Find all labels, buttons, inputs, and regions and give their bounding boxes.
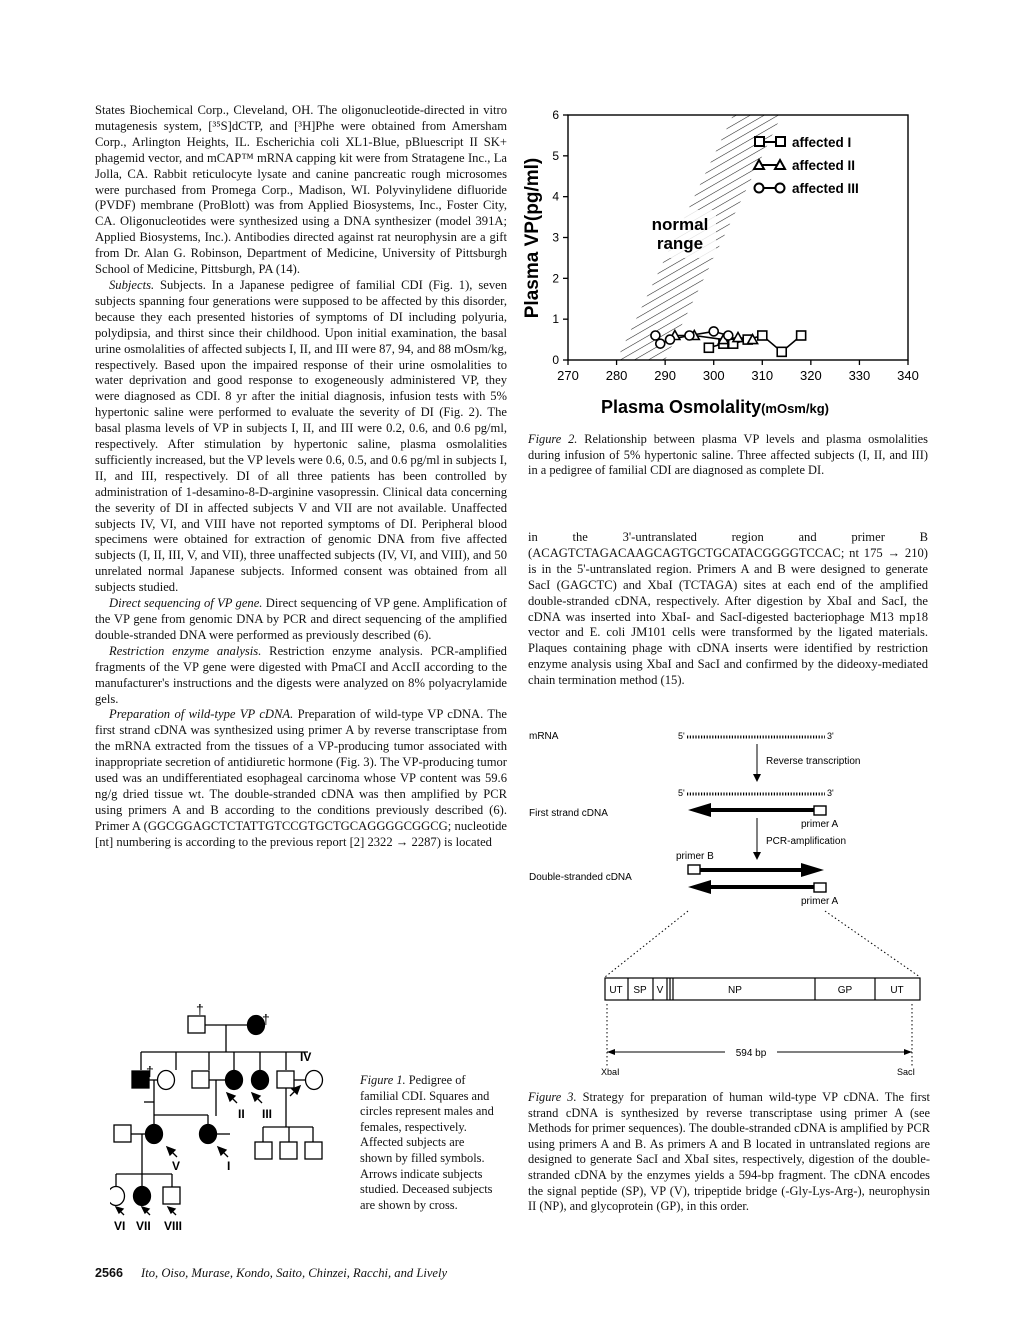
figure-3-caption: Figure 3. Strategy for preparation of human wild-type VP cDNA. The first strand cDNA is synthesized by reverse transcriptase using primer A (see Methods for primer sequences). The double-stranded cDNA is amplified by PCR using primers A and B. As primers A and B located in untranslated regions are designed to generate SacI and XbaI sites, respectively, digestion of the double-stranded cDNA by the enzymes yields a 594-bp fragment. The cDNA encodes the signal peptide (SP), VP (V), tripeptide bridge (-Gly-Lys-Arg-), neurophysin II (NP), and glycoprotein (GP), in this order. <box>528 1090 930 1214</box>
paragraph-preparation: Preparation of wild-type VP cDNA. Preparation of wild-type VP cDNA. The first strand cDNA was synthesized using primer A by reverse transcriptase from the mRNA extracted from the tissues of a VP-producing tumor associated with inappropriate secretion of antidiuretic hormone (Fig. 3). The VP-producing tumor used was an undifferentiated esophageal carcinoma whose VP content was 59.6 ng/g dried tissue wt. The double-stranded cDNA was then amplified by PCR using primers A and B according to the conditions previously described (6). Primer A (GGCGGAGCTCTATTGTCCGTGCTGCAGGGGCGGCG; nucleotide [nt] numbering is according to the previous report [2] 2322 → 2287) is located <box>95 707 508 849</box>
pedigree-male-iv <box>277 1071 294 1088</box>
data-point-circle <box>724 331 733 340</box>
label-vii: VII <box>136 1219 151 1233</box>
x-tick-label: 330 <box>848 368 871 383</box>
segment-sp: SP <box>633 985 647 996</box>
data-point-square <box>704 343 713 352</box>
legend-circle-marker <box>755 184 764 193</box>
x-tick-label: 320 <box>800 368 822 383</box>
svg-text:primer B: primer B <box>676 851 714 862</box>
label-viii: VIII <box>164 1219 183 1233</box>
site-xbai: XbaI <box>601 1067 620 1077</box>
data-point-circle <box>666 335 675 344</box>
y-tick-label: 4 <box>552 189 559 204</box>
label-ii: II <box>238 1107 245 1121</box>
left-column <box>95 103 507 851</box>
y-tick-label: 5 <box>552 148 559 163</box>
legend <box>754 135 859 196</box>
paragraph-direct-sequencing: Direct sequencing of VP gene. Direct sequencing of VP gene. Amplification of the VP gene from genomic DNA by PCR and direct sequencing of the amplified double-stranded DNA were performed as previously described (6). <box>95 596 507 642</box>
label-v: V <box>172 1159 181 1173</box>
data-point-circle <box>709 327 718 336</box>
normal-range-label-2: range <box>656 234 704 253</box>
right-column <box>528 530 928 689</box>
data-point-square <box>758 331 767 340</box>
site-saci: SacI <box>897 1067 916 1077</box>
data-point-circle <box>685 331 694 340</box>
legend-affected-ii: affected II <box>792 158 856 173</box>
pedigree-female-affected-iii <box>252 1071 269 1090</box>
segment-np: NP <box>728 985 742 996</box>
pedigree-female-affected-i <box>200 1125 217 1144</box>
figure-1-pedigree <box>110 1002 350 1242</box>
data-point-square <box>797 331 806 340</box>
svg-text:†: † <box>146 1063 154 1079</box>
x-tick-label: 280 <box>605 368 628 383</box>
svg-text:5': 5' <box>678 731 685 741</box>
pedigree-female-affected-vii <box>134 1187 151 1206</box>
paragraph-primer-b: in the 3'-untranslated region and primer B (ACAGTCTAGACAAGCAGTGCTGCATACGGGGTCCAC; nt 175 → 210) is in the 5'-untranslated region. Primers A and B were designed to generate SacI (GAGCTC) and XbaI (TCTAGA) sites at each end of the amplified double-stranded cDNA, respectively. After digestion by XbaI and SacI, the cDNA was inserted into XbaI- and SacI-digested bacteriophage M13 mp18 vector and E. coli JM101 cells were transformed by the ligated materials. Plaques containing phage with cDNA inserts were identified by restriction enzyme analysis using XbaI and SacI and confirmed by the dideoxy-mediated chain termination method (15). <box>528 530 928 688</box>
segment-ut-3: UT <box>890 985 904 996</box>
label-iv: IV <box>300 1050 312 1064</box>
svg-text:primer A: primer A <box>801 896 839 907</box>
y-axis-label: Plasma VP(pg/ml) <box>522 157 543 319</box>
label-double-stranded: Double-stranded cDNA <box>529 872 632 883</box>
cdna-map <box>605 978 920 1000</box>
data-point-circle <box>656 339 665 348</box>
fragment-length: 594 bp <box>735 1048 767 1059</box>
x-tick-label: 340 <box>897 368 919 383</box>
label-pcr: PCR-amplification <box>766 836 847 847</box>
figure-2-caption: Figure 2. Relationship between plasma VP levels and plasma osmolalities during infusion of 5% hypertonic saline. Three affected subjects (I, II, and III) in a pedigree of familial CDI are diagnosed as complete DI. <box>528 432 928 478</box>
segment-ut-5: UT <box>609 985 623 996</box>
label-vi: VI <box>114 1219 126 1233</box>
x-tick-label: 310 <box>751 368 774 383</box>
paragraph-subjects: Subjects. Subjects. In a Japanese pedigree of familial CDI (Fig. 1), seven subjects spanning four generations were supposed to be affected by this disorder, because they each presented histories of symptoms of DI including polyuria, polydipsia, and thirst since their childhood. Upon initial examination, the basal urine osmolalities of affected subjects I, II, and III were 87, 94, and 88 mOsm/kg, respectively. Based upon the impaired response of their urine osmolalities to water deprivation and good response to exogeneously administered VP, they were diagnosed as CDI. 8 yr after the initial diagnosis, infusion tests with 5% hypertonic saline were performed to evaluate the severity of DI (Fig. 2). The basal plasma levels of VP in subjects I, II, and III were 0.2, 0.6, and 0.6 pg/ml, respectively. After stimulation by hypertonic saline, plasma osmolalities sufficiently increased, but the VP levels were 0.6, 0.5, and 0.6 pg/ml in subjects I, II, and III, respectively. DI of all three patients has been controlled by administration of 1-desamino-8-D-arginine vasopressin. Clinical data concerning the severity of DI in affected subjects V and VII are not available. Unaffected subjects IV, VI, and VIII have not reported symptoms of DI. Peripheral blood specimens were obtained for extraction of genomic DNA from five affected subjects (I, II, III, V, and VII), three unaffected subjects (IV, VI, and VIII), and 50 unrelated normal Japanese subjects. Informed consent was obtained from all subjects studied. <box>95 277 507 595</box>
figure-2-chart <box>510 100 930 420</box>
svg-text:†: † <box>262 1011 270 1027</box>
y-axis-ticks <box>552 108 568 367</box>
normal-range-label: normal <box>651 215 709 234</box>
label-iii: III <box>262 1107 273 1121</box>
x-axis-ticks <box>557 360 919 383</box>
data-point-triangle <box>733 333 743 342</box>
segment-gp: GP <box>837 985 853 996</box>
label-first-strand: First strand cDNA <box>529 808 608 819</box>
running-authors: Ito, Oiso, Murase, Kondo, Saito, Chinzei, Racchi, and Lively <box>141 1266 448 1280</box>
legend-affected-iii: affected III <box>792 181 859 196</box>
pedigree-female-vi <box>110 1187 125 1206</box>
legend-square-marker <box>755 137 764 146</box>
primer-b-box <box>688 865 700 874</box>
segment-v: V <box>656 985 664 996</box>
x-tick-label: 270 <box>557 368 579 383</box>
figure-1-caption: Figure 1. Pedigree of familial CDI. Squares and circles represent males and females, respectively. Affected subjects are shown by filled symbols. Arrows indicate subjects studied. Deceased subjects are shown by cross. <box>360 1073 494 1212</box>
page-number: 2566 <box>95 1266 124 1280</box>
series-markers <box>651 327 806 356</box>
pedigree-male-deceased <box>188 1016 205 1033</box>
svg-text:3': 3' <box>827 731 834 741</box>
label-mrna: mRNA <box>529 731 559 742</box>
svg-text:primer A: primer A <box>801 819 839 830</box>
data-point-square <box>777 347 786 356</box>
page-footer <box>95 1266 447 1281</box>
x-tick-label: 300 <box>702 368 725 383</box>
y-tick-label: 1 <box>552 312 559 327</box>
y-tick-label: 6 <box>552 108 559 122</box>
label-reverse-transcription: Reverse transcription <box>766 756 861 767</box>
x-tick-label: 290 <box>654 368 676 383</box>
pedigree-male-viii <box>163 1187 180 1204</box>
label-i: I <box>227 1159 231 1173</box>
pedigree-female-affected-v <box>146 1125 163 1144</box>
y-tick-label: 0 <box>552 353 559 367</box>
primer-a-box <box>814 806 826 815</box>
legend-affected-i: affected I <box>792 135 852 150</box>
y-tick-label: 3 <box>552 230 559 245</box>
svg-text:5': 5' <box>678 788 685 798</box>
svg-text:†: † <box>196 1002 204 1017</box>
paragraph-restriction: Restriction enzyme analysis. Restriction enzyme analysis. PCR-amplified fragments of the VP gene were digested with PmaCI and AccII according to the manufacturer's instructions and the digests were analyzed on 8% polyacrylamide gels. <box>95 643 507 706</box>
arrow-down-icon <box>753 852 761 860</box>
figure-3-diagram <box>525 722 930 1082</box>
y-tick-label: 2 <box>552 271 559 286</box>
svg-text:3': 3' <box>827 788 834 798</box>
x-axis-label: Plasma Osmolality(mOsm/kg) <box>601 397 829 417</box>
pedigree-female-affected-ii <box>226 1071 243 1090</box>
arrow-down-icon <box>753 774 761 782</box>
paragraph-materials: States Biochemical Corp., Cleveland, OH. The oligonucleotide-directed in vitro mutagenesis system, [³⁵S]dCTP, and [³H]Phe were obtained from Amersham Corp., Arlington Heights, IL. Escherichia coli XL1-Blue, pBluescript II SK+ phagemid vector, and mCAP™ mRNA capping kit were from Stratagene Inc., La Jolla, CA. Rabbit reticulocyte lysate and canine pancreatic rough microsomes were purchased from Promega Corp., Madison, WI. Polyvinylidene difluoride (PVDF) membrane (ProBlott) was from Applied Biosystems, Inc., Foster City, CA. Oligonucleotides were synthesized using a DNA synthesizer (model 391A; Applied Biosystems, Inc.). Antibodies directed against rat neurophysin are a gift from Dr. Alan G. Robinson, Department of Medicine, University of Pittsburgh School of Medicine, Pittsburgh, PA (14). <box>95 103 507 277</box>
